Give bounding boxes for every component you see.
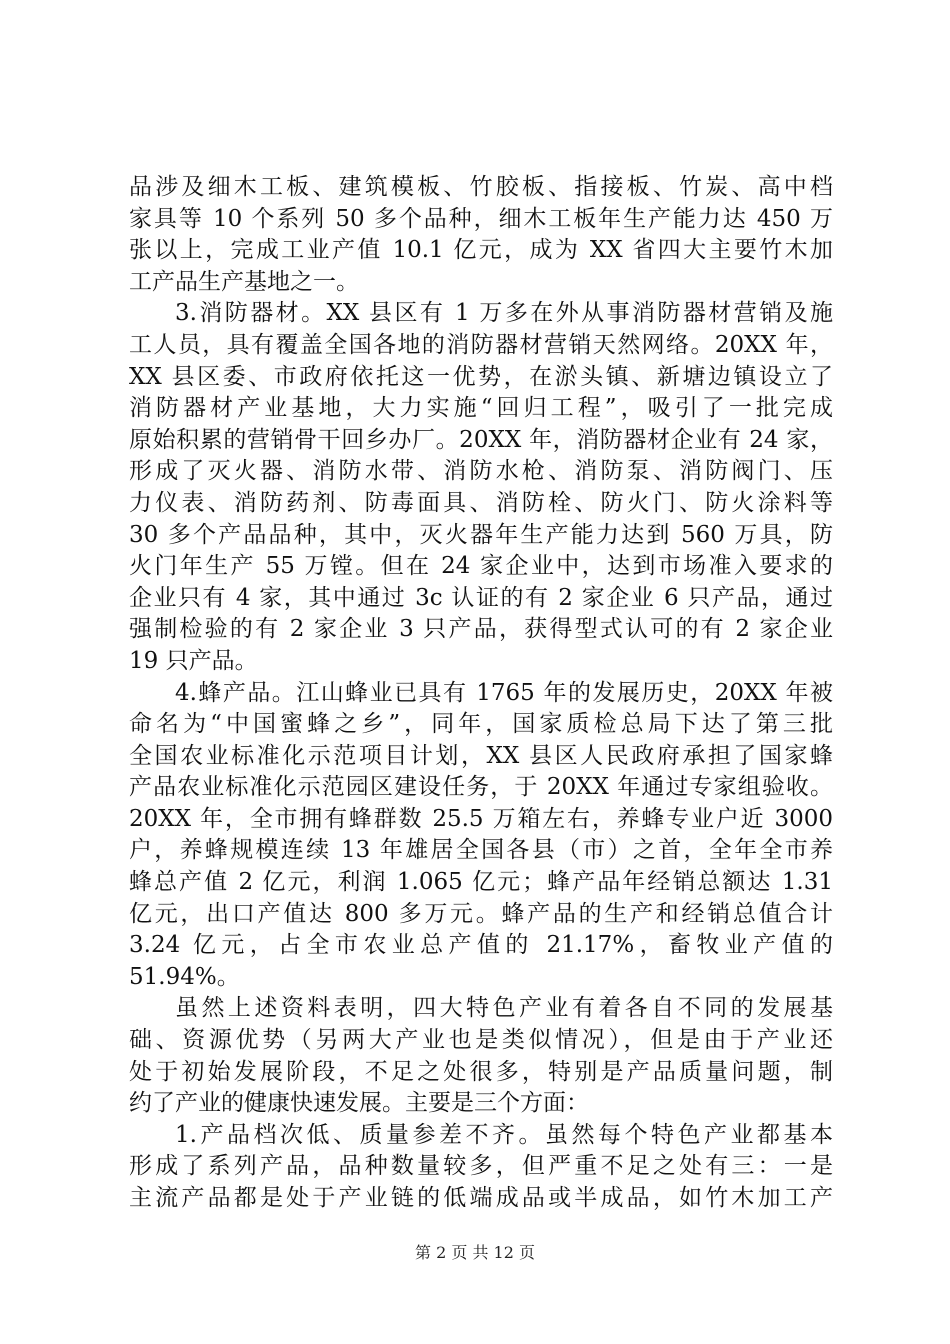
text-line: 企业只有 4 家，其中通过 3c 认证的有 2 家企业 6 只产品，通过: [129, 584, 833, 611]
text-line: 原始积累的营销骨干回乡办厂。20XX 年，消防器材企业有 24 家，: [129, 426, 833, 453]
body-text: [129, 172, 833, 1215]
text-line: 础、资源优势（另两大产业也是类似情况），但是由于产业还: [129, 1027, 833, 1054]
text-line: 主流产品都是处于产业链的低端成品或半成品，如竹木加工产: [129, 1185, 833, 1211]
text-line: 形成了系列产品，品种数量较多，但严重不足之处有三：一是: [129, 1153, 833, 1180]
text-line: 张以上，完成工业产值 10.1 亿元，成为 XX 省四大主要竹木加: [129, 237, 833, 264]
text-line: 蜂总产值 2 亿元，利润 1.065 亿元；蜂产品年经销总额达 1.31: [129, 869, 833, 896]
text-line: 形成了灭火器、消防水带、消防水枪、消防泵、消防阀门、压: [129, 458, 833, 485]
text-line: 3.消防器材。XX 县区有 1 万多在外从事消防器材营销及施: [175, 300, 833, 327]
text-line: 51.94%。: [129, 963, 240, 990]
text-line: 户，养蜂规模连续 13 年雄居全国各县（市）之首，全年全市养: [129, 837, 833, 864]
text-line: 30 多个产品品种，其中，灭火器年生产能力达到 560 万具，防: [129, 521, 833, 548]
text-line: 命名为“中国蜜蜂之乡”，同年，国家质检总局下达了第三批: [129, 711, 833, 738]
text-line: 火门年生产 55 万镗。但在 24 家企业中，达到市场准入要求的: [129, 553, 833, 580]
text-line: 家具等 10 个系列 50 多个品种，细木工板年生产能力达 450 万: [129, 205, 833, 232]
text-line: 力仪表、消防药剂、防毒面具、消防栓、防火门、防火涂料等: [129, 489, 833, 516]
text-line: 20XX 年，全市拥有蜂群数 25.5 万箱左右，养蜂专业户近 3000: [129, 805, 833, 832]
text-line: 亿元，出口产值达 800 多万元。蜂产品的生产和经销总值合计: [129, 900, 833, 927]
text-line: XX 县区委、市政府依托这一优势，在淤头镇、新塘边镇设立了: [129, 363, 833, 390]
text-line: 工人员，具有覆盖全国各地的消防器材营销天然网络。20XX 年，: [129, 331, 833, 358]
text-line: 产品农业标准化示范园区建设任务，于 20XX 年通过专家组验收。: [129, 774, 833, 801]
text-line: 约了产业的健康快速发展。主要是三个方面：: [129, 1090, 589, 1117]
text-line: 处于初始发展阶段，不足之处很多，特别是产品质量问题，制: [129, 1058, 833, 1085]
text-line: 消防器材产业基地，大力实施“回归工程”，吸引了一批完成: [129, 395, 833, 422]
text-line: 4.蜂产品。江山蜂业已具有 1765 年的发展历史，20XX 年被: [175, 679, 833, 706]
text-line: 19 只产品。: [129, 647, 258, 674]
text-line: 3.24 亿元，占全市农业总产值的 21.17%，畜牧业产值的: [129, 932, 833, 959]
text-line: 品涉及细木工板、建筑模板、竹胶板、指接板、竹炭、高中档: [129, 174, 833, 200]
text-line: 1.产品档次低、质量参差不齐。虽然每个特色产业都基本: [175, 1121, 833, 1148]
page-number-footer: 第 2 页 共 12 页: [415, 1243, 535, 1262]
text-line: 虽然上述资料表明，四大特色产业有着各自不同的发展基: [175, 995, 833, 1022]
text-line: 工产品生产基地之一。: [129, 268, 359, 295]
text-line: 全国农业标准化示范项目计划，XX 县区人民政府承担了国家蜂: [129, 742, 833, 769]
text-line: 强制检验的有 2 家企业 3 只产品，获得型式认可的有 2 家企业: [129, 616, 833, 643]
